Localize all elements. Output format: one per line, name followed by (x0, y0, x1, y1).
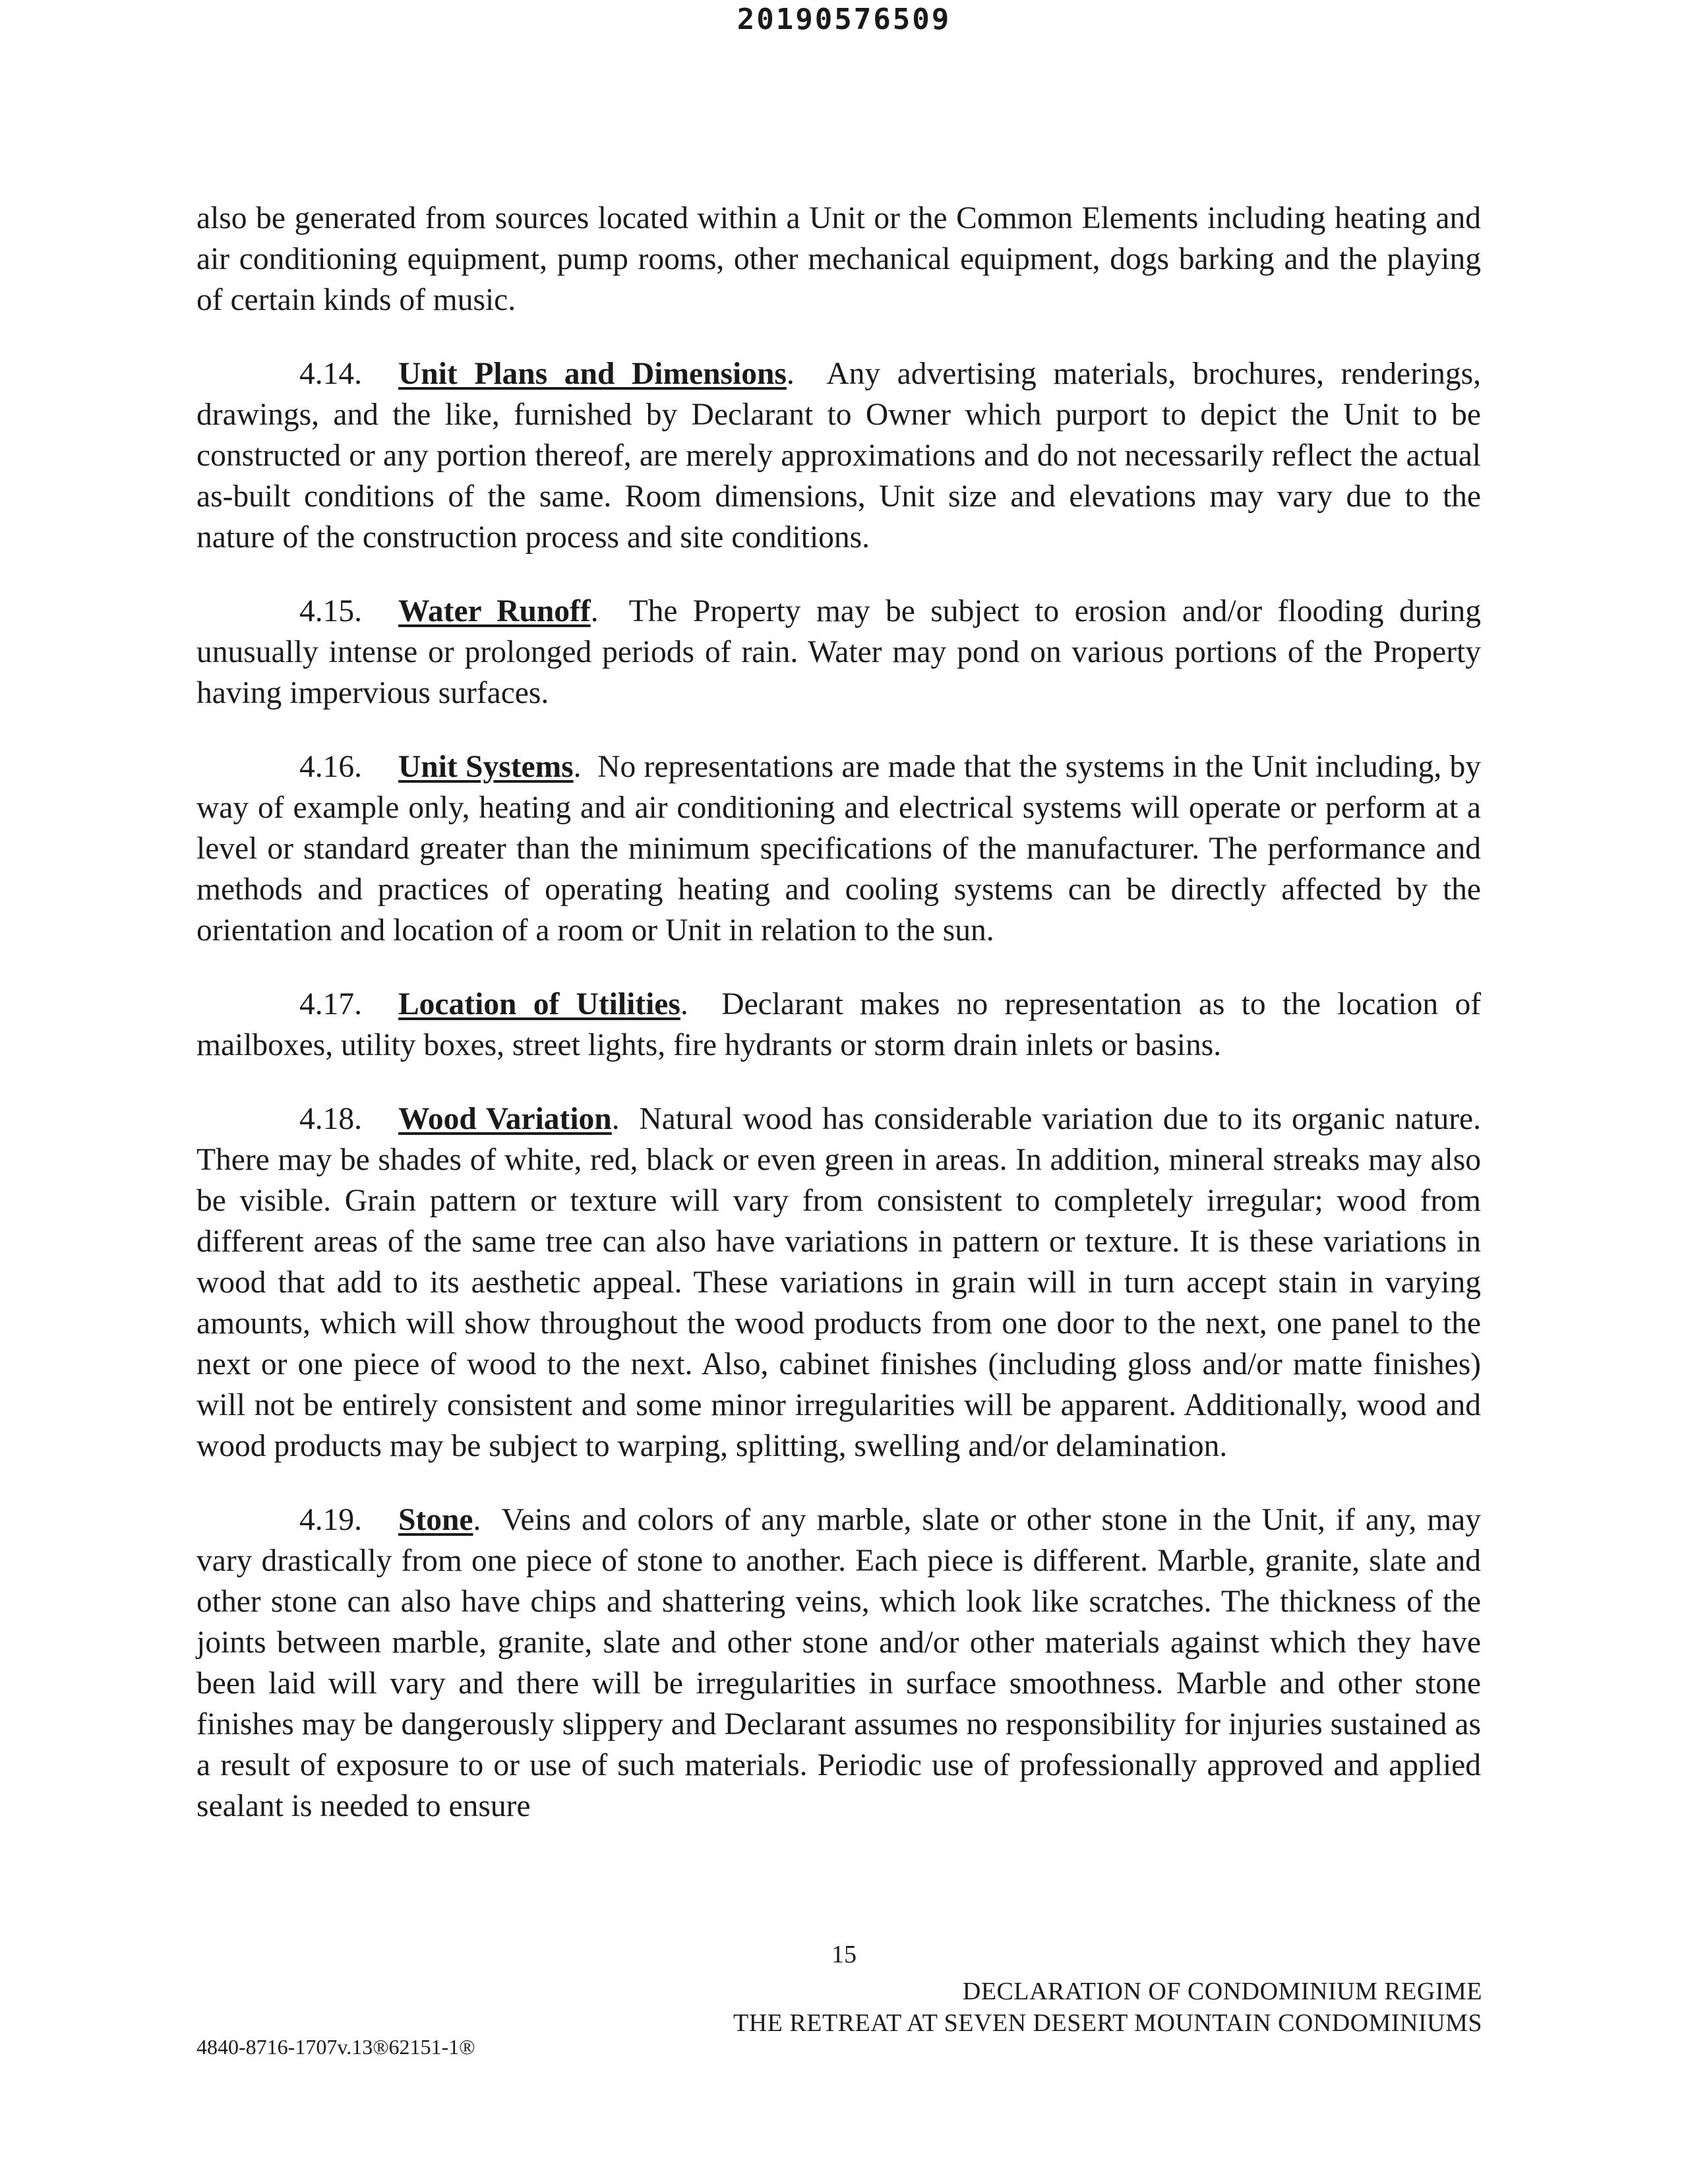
section-title: Location of Utilities (398, 987, 680, 1021)
footer-document-title (733, 1976, 1482, 2039)
section-text: The Property may be subject to erosion and/or flooding during unusually intense or prolonged periods of rain. Water may pond on various portions of the Property having impervious surfaces. (196, 594, 1481, 710)
section-title: Wood Variation (398, 1102, 612, 1136)
section-title: Stone (398, 1503, 473, 1537)
footer-title-line-2: THE RETREAT AT SEVEN DESERT MOUNTAIN CONDOMINIUMS (733, 2009, 1482, 2037)
section-number: 4.17. (299, 987, 362, 1021)
section-number: 4.16. (299, 750, 362, 784)
section-4-14: 4.14. Unit Plans and Dimensions. Any advertising materials, brochures, renderings, drawings, and the like, furnished by Declarant to Owner which purport to depict the Unit to be constructed or any portion thereof, are merely approximations and do not necessarily reflect the actual as-built conditions of the same. Room dimensions, Unit size and elevations may vary due to the nature of the construction process and site conditions. (196, 353, 1481, 558)
section-text: No representations are made that the systems in the Unit including, by way of example only, heating and air conditioning and electrical systems will operate or perform at a level or standard greater than the minimum specifications of the manufacturer. The performance and methods and practices of operating heating and cooling systems can be directly affected by the orientation and location of a room or Unit in relation to the sun. (196, 750, 1482, 948)
page-number: 15 (831, 1941, 857, 1968)
section-number: 4.14. (299, 357, 362, 391)
section-text: Any advertising materials, brochures, renderings, drawings, and the like, furnished by Declarant to Owner which purport to depict the Unit to be constructed or any portion thereof, are merely approximations and do not necessarily reflect the actual as-built conditions of the same. Room dimensions, Unit size and elevations may vary due to the nature of the construction process and site conditions. (196, 357, 1481, 555)
footer-title-line-1: DECLARATION OF CONDOMINIUM REGIME (962, 1978, 1482, 2005)
document-id: 4840-8716-1707v.13®62151-1® (196, 2035, 475, 2059)
section-title: Water Runoff (398, 594, 591, 628)
section-number: 4.19. (299, 1503, 362, 1537)
section-4-16: 4.16. Unit Systems. No representations are made that the systems in the Unit including, by way of example only, heating and air conditioning and electrical systems will operate or perform at a level or standard greater than the minimum specifications of the manufacturer. The performance and methods and practices of operating heating and cooling systems can be directly affected by the orientation and location of a room or Unit in relation to the sun. (196, 746, 1481, 951)
section-number: 4.15. (299, 594, 362, 628)
section-4-15: 4.15. Water Runoff. The Property may be subject to erosion and/or flooding during unusually intense or prolonged periods of rain. Water may pond on various portions of the Property having impervious surfaces. (196, 591, 1481, 713)
recording-number: 20190576509 (737, 3, 951, 36)
section-4-17: 4.17. Location of Utilities. Declarant makes no representation as to the location of mailboxes, utility boxes, street lights, fire hydrants or storm drain inlets or basins. (196, 984, 1481, 1066)
section-4-18: 4.18. Wood Variation. Natural wood has considerable variation due to its organic nature. There may be shades of white, red, black or even green in areas. In addition, mineral streaks may also be visible. Grain pattern or texture will vary from consistent to completely irregular; wood from different areas of the same tree can also have variations in pattern or texture. It is these variations in wood that add to its aesthetic appeal. These variations in grain will in turn accept stain in varying amounts, which will show throughout the wood products from one door to the next, one panel to the next or one piece of wood to the next. Also, cabinet finishes (including gloss and/or matte finishes) will not be entirely consistent and some minor irregularities will be apparent. Additionally, wood and wood products may be subject to warping, splitting, swelling and/or delamination. (196, 1099, 1481, 1467)
continuation-paragraph: also be generated from sources located within a Unit or the Common Elements including heating and air conditioning equipment, pump rooms, other mechanical equipment, dogs barking and the playing of certain kinds of music. (196, 201, 1481, 317)
section-4-19: 4.19. Stone. Veins and colors of any marble, slate or other stone in the Unit, if any, may vary drastically from one piece of stone to another. Each piece is different. Marble, granite, slate and other stone can also have chips and shattering veins, which look like scratches. The thickness of the joints between marble, granite, slate and other stone and/or other materials against which they have been laid will vary and there will be irregularities in surface smoothness. Marble and other stone finishes may be dangerously slippery and Declarant assumes no responsibility for injuries sustained as a result of exposure to or use of such materials. Periodic use of professionally approved and applied sealant is needed to ensure (196, 1500, 1481, 1827)
section-text: Declarant makes no representation as to the location of mailboxes, utility boxes, street lights, fire hydrants or storm drain inlets or basins. (196, 987, 1482, 1062)
section-text: Veins and colors of any marble, slate or other stone in the Unit, if any, may vary drastically from one piece of stone to another. Each piece is different. Marble, granite, slate and other stone can also have chips and shattering veins, which look like scratches. The thickness of the joints between marble, granite, slate and other stone and/or other materials against which they have been laid will vary and there will be irregularities in surface smoothness. Marble and other stone finishes may be dangerously slippery and Declarant assumes no responsibility for injuries sustained as a result of exposure to or use of such materials. Periodic use of professionally approved and applied sealant is needed to ensure (196, 1503, 1481, 1823)
section-text: Natural wood has considerable variation due to its organic nature. There may be shades of white, red, black or even green in areas. In addition, mineral streaks may also be visible. Grain pattern or texture will vary from consistent to completely irregular; wood from different areas of the same tree can also have variations in pattern or texture. It is these variations in wood that add to its aesthetic appeal. These variations in grain will in turn accept stain in varying amounts, which will show throughout the wood products from one door to the next, one panel to the next or one piece of wood to the next. Also, cabinet finishes (including gloss and/or matte finishes) will not be entirely consistent and some minor irregularities will be apparent. Additionally, wood and wood products may be subject to warping, splitting, swelling and/or delamination. (196, 1102, 1481, 1463)
document-body (196, 198, 1481, 1860)
section-title: Unit Systems (398, 750, 574, 784)
section-title: Unit Plans and Dimensions (398, 357, 787, 391)
section-number: 4.18. (299, 1102, 362, 1136)
